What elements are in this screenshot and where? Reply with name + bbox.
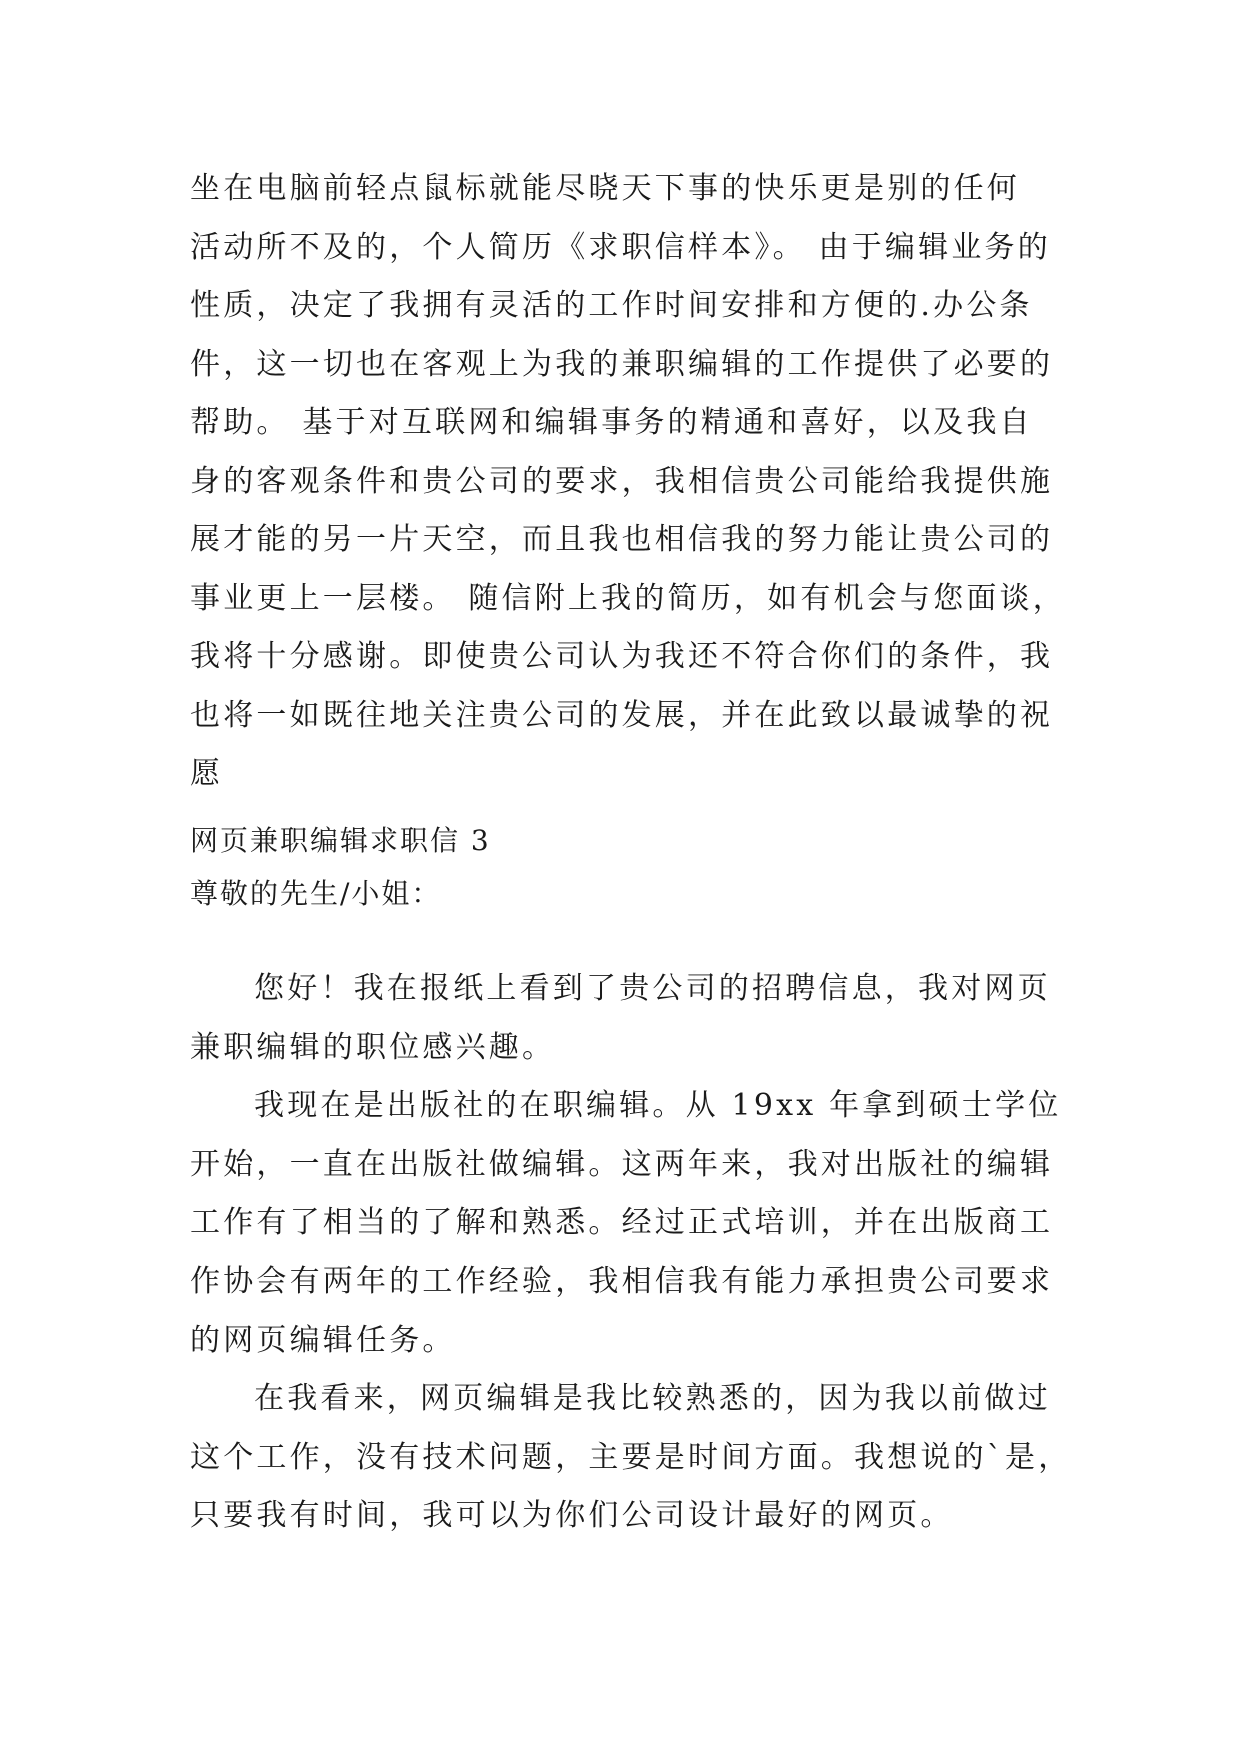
letter-title: 网页兼职编辑求职信 3 <box>190 824 491 857</box>
text-line: 的网页编辑任务。 <box>190 1322 456 1358</box>
text-line: 您好！我在报纸上看到了贵公司的招聘信息，我对网页 <box>254 971 1051 1006</box>
text-line: 活动所不及的，个人简历《求职信样本》。 由于编辑业务的 <box>190 229 1051 265</box>
text-line: 在我看来，网页编辑是我比较熟悉的，因为我以前做过 <box>254 1381 1051 1417</box>
body-paragraph-1 <box>190 960 1070 1077</box>
text-line: 事业更上一层楼。 随信附上我的简历，如有机会与您面谈， <box>190 580 1066 616</box>
text-line: 身的客观条件和贵公司的要求，我相信贵公司能给我提供施 <box>190 463 1054 499</box>
text-line: 性质，决定了我拥有灵活的工作时间安排和方便的.办公条 <box>190 288 1033 323</box>
letter-body <box>190 960 1070 1546</box>
text-line: 这个工作，没有技术问题，主要是时间方面。我想说的`是， <box>190 1439 1072 1475</box>
text-line: 帮助。 基于对互联网和编辑事务的精通和喜好，以及我自 <box>190 405 1033 440</box>
text-line: 我将十分感谢。即使贵公司认为我还不符合你们的条件，我 <box>190 639 1054 674</box>
letter-salutation: 尊敬的先生/小姐： <box>190 877 442 910</box>
text-line: 件，这一切也在客观上为我的兼职编辑的工作提供了必要的 <box>190 346 1054 382</box>
body-paragraph-2 <box>190 1077 1070 1370</box>
continuation-paragraph <box>190 160 1070 804</box>
text-line: 只要我有时间，我可以为你们公司设计最好的网页。 <box>190 1498 954 1534</box>
text-line: 也将一如既往地关注贵公司的发展，并在此致以最诚挚的祝 <box>190 697 1054 733</box>
text-line: 作协会有两年的工作经验，我相信我有能力承担贵公司要求 <box>190 1263 1054 1299</box>
body-paragraph-3 <box>190 1370 1070 1546</box>
text-line: 我现在是出版社的在职编辑。从 19xx 年拿到硕士学位 <box>254 1088 1062 1124</box>
text-line: 兼职编辑的职位感兴趣。 <box>190 1029 556 1065</box>
text-line: 展才能的另一片天空，而且我也相信我的努力能让贵公司的 <box>190 522 1054 557</box>
text-line: 工作有了相当的了解和熟悉。经过正式培训，并在出版商工 <box>190 1205 1054 1241</box>
text-line: 开始，一直在出版社做编辑。这两年来，我对出版社的编辑 <box>190 1146 1054 1182</box>
text-line: 坐在电脑前轻点鼠标就能尽晓天下事的快乐更是别的任何 <box>190 171 1020 206</box>
text-line: 愿 <box>190 756 224 791</box>
